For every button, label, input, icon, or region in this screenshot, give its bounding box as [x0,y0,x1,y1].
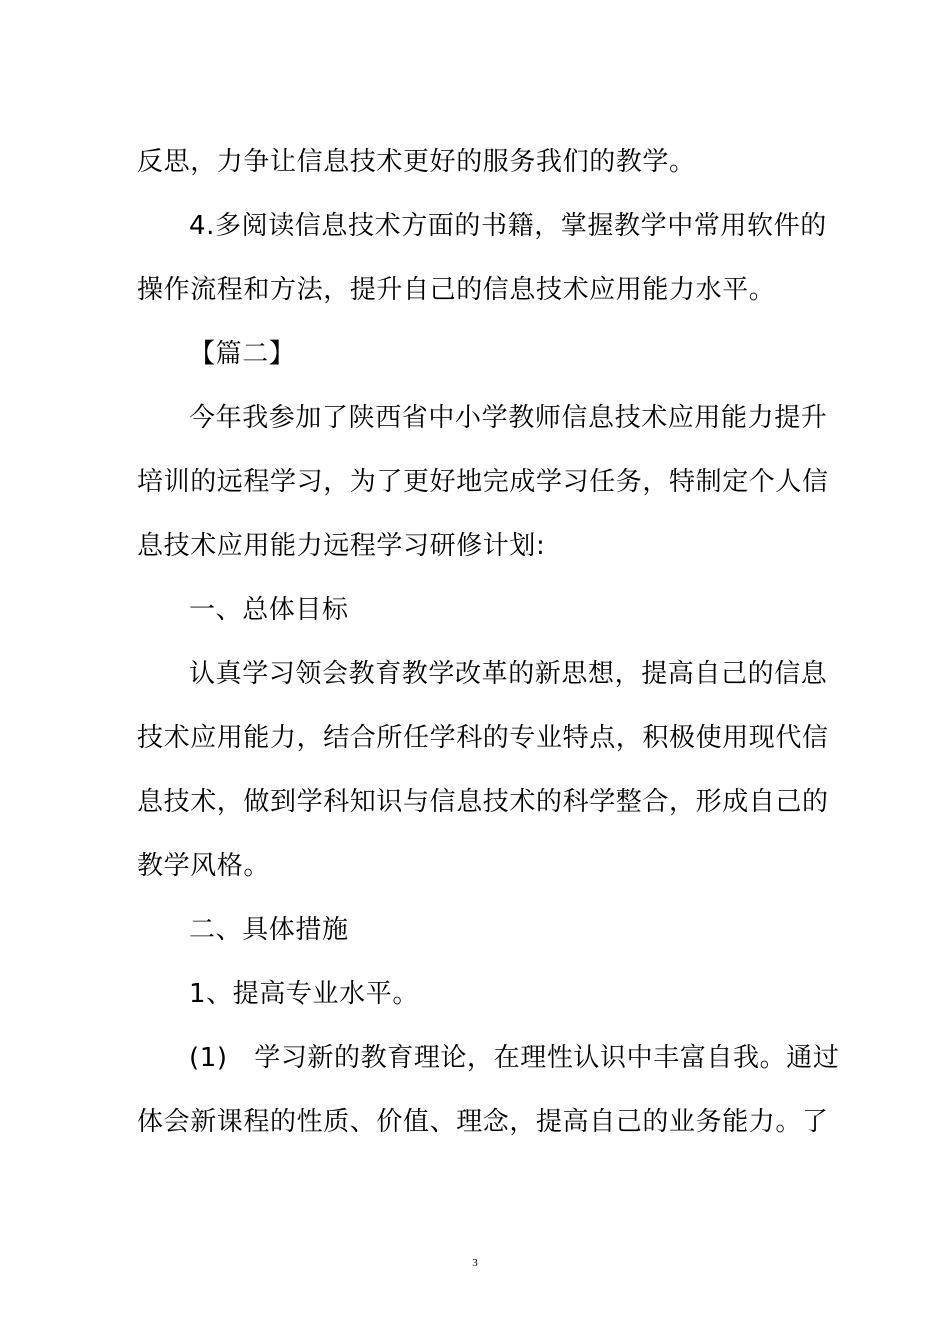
subsection-heading: 1、提高专业水平。 [189,979,419,1009]
text-line: 今年我参加了陕西省中小学教师信息技术应用能力提升 [189,403,828,433]
text-line: 培训的远程学习，为了更好地完成学习任务，特制定个人信 [137,467,829,497]
text-line: (1) 学习新的教育理论，在理性认识中丰富自我。通过 [189,1043,840,1073]
text-line: 4.多阅读信息技术方面的书籍，掌握教学中常用软件的 [189,211,827,241]
text-line: 操作流程和方法，提升自己的信息技术应用能力水平。 [137,275,776,305]
text-line: 技术应用能力，结合所任学科的专业特点，积极使用现代信 [137,723,829,753]
text-line: 息技术应用能力远程学习研修计划: [137,531,546,561]
text-line: 反思，力争让信息技术更好的服务我们的教学。 [137,147,696,177]
text-line: 认真学习领会教育教学改革的新思想，提高自己的信息 [189,659,828,689]
page-number: 3 [472,1257,478,1269]
section-heading: 二、具体措施 [189,915,349,945]
section-heading: 【篇二】 [189,339,296,369]
text-line: 息技术，做到学科知识与信息技术的科学整合，形成自己的 [137,787,829,817]
section-heading: 一、总体目标 [189,595,349,625]
text-line: 体会新课程的性质、价值、理念，提高自己的业务能力。了 [137,1107,829,1137]
text-line: 教学风格。 [137,851,271,881]
